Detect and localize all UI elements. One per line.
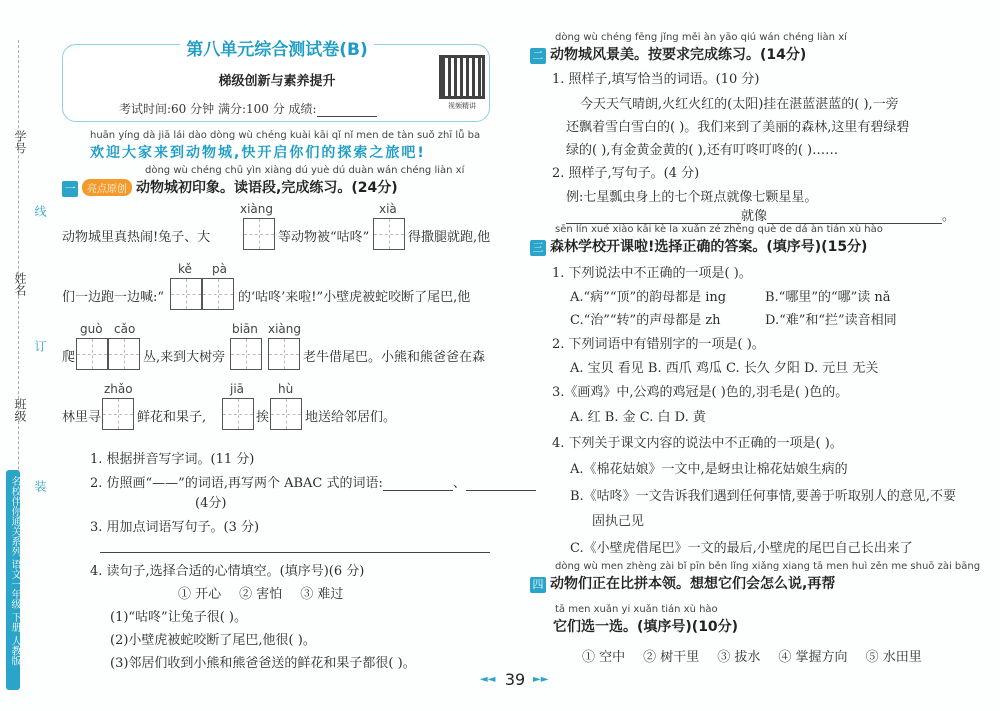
sec1-q4-s1: (1)“咕咚”让兔子很( )。: [110, 610, 247, 625]
sec3-q1-d[interactable]: D.“难”和“拦”读音相同: [765, 313, 897, 328]
sec1-q3: 3. 用加点词语写句子。(3 分): [90, 520, 260, 535]
sec1-line1b: 等动物被“咕咚”: [278, 230, 370, 245]
sec1-q4-options: ① 开心 ② 害怕 ③ 难过: [178, 587, 344, 602]
py-guo: guò: [80, 322, 103, 336]
sec4-options: ① 空中 ② 树干里 ③ 拔水 ④ 掌握方向 ⑤ 水田里: [582, 650, 922, 665]
py-zhao: zhǎo: [104, 382, 133, 396]
series-sidebar: [6, 470, 20, 690]
sec2-p3: 绿的( ),有金黄金黄的( ),还有叮咚叮咚的( )……: [566, 143, 839, 158]
sec3-q4: 4. 下列关于课文内容的说法中不正确的一项是( )。: [552, 436, 843, 451]
answer-line[interactable]: [100, 552, 490, 553]
next-page-icon[interactable]: ►►: [533, 674, 549, 685]
prev-page-icon[interactable]: ◄◄: [480, 674, 496, 685]
page-title: 第八单元综合测试卷(B): [63, 35, 491, 60]
binding-mark-order: 订: [33, 340, 47, 352]
writing-box[interactable]: [373, 218, 405, 250]
py-xiang2: xiàng: [268, 322, 302, 336]
writing-box[interactable]: [222, 398, 254, 430]
sec2-q1: 1. 照样子,填写恰当的词语。(10 分): [552, 72, 760, 87]
sec3-pinyin: sēn lín xué xiào kāi kè la xuǎn zé zhèng què de dá àn tián xù hào: [555, 224, 883, 235]
qr-caption: 视频精讲: [448, 102, 476, 110]
sec3-q4-b2: 固执己见: [592, 514, 645, 529]
writing-box[interactable]: [108, 338, 140, 370]
writing-box[interactable]: [202, 278, 234, 310]
sec1-line3a: 爬: [62, 350, 76, 365]
student-number-label: 学号: [13, 130, 27, 154]
writing-box[interactable]: [268, 338, 300, 370]
py-hu: hù: [278, 382, 294, 396]
sec3-q2-options[interactable]: A. 宝贝 看见 B. 西爪 鸡瓜 C. 长久 夕阳 D. 元旦 无关: [570, 361, 879, 376]
sec2-answer[interactable]: 就像 。: [566, 205, 955, 224]
sec3-q3-options[interactable]: A. 红 B. 金 C. 白 D. 黄: [570, 410, 706, 425]
sec1-q2-score: (4分): [195, 496, 227, 511]
exam-meta: 考试时间:60 分钟 满分:100 分 成绩:: [119, 100, 377, 117]
py-bian: biān: [232, 322, 258, 336]
sec1-line2a: 们一边跑一边喊:“: [62, 290, 165, 305]
writing-box[interactable]: [270, 398, 302, 430]
sec1-line4b: 鲜花和果子,: [137, 410, 207, 425]
sec3-heading: 三 森林学校开课啦!选择正确的答案。(填序号)(15分): [530, 236, 867, 256]
sec3-q4-c[interactable]: C.《小壁虎借尾巴》一文的最后,小壁虎的尾巴自己长出来了: [570, 541, 913, 556]
sec1-number: 一: [62, 181, 78, 197]
sec1-q4-s3: (3)邻居们收到小熊和熊爸爸送的鲜花和果子都很( )。: [110, 656, 416, 671]
binding-mark-line: 线: [33, 205, 47, 217]
sec2-pinyin: dòng wù chéng fēng jǐng měi àn yāo qiú wán chéng liàn xí: [555, 32, 847, 43]
sec1-tag: 亮点原创: [82, 179, 132, 196]
sec1-q4: 4. 读句子,选择合适的心情填空。(填序号)(6 分): [90, 564, 365, 579]
qr-code-icon[interactable]: [439, 55, 485, 99]
sec2-q2: 2. 照样子,写句子。(4 分): [552, 166, 700, 181]
sec2-example: 例:七星瓢虫身上的七个斑点就像七颗星星。: [566, 190, 818, 205]
sec4-heading: 四 动物们正在比拼本领。想想它们会怎么说,再帮: [530, 573, 835, 593]
page-number: 39: [504, 670, 526, 689]
py-xiang: xiàng: [240, 202, 274, 216]
sec3-q1-a[interactable]: A.“病”“顶”的韵母都是 ing: [570, 290, 727, 305]
py-xia: xià: [379, 202, 397, 216]
intro-text: 欢迎大家来到动物城,快开启你们的探索之旅吧!: [90, 145, 426, 161]
sec1-line4c: 挨: [256, 410, 270, 425]
exam-header: [62, 40, 490, 122]
py-cao: cǎo: [114, 322, 136, 336]
name-label: 姓名: [13, 272, 27, 296]
sec1-q2: 2. 仿照画“——”的词语,再写两个 ABAC 式的词语: 、: [90, 472, 536, 491]
sec3-q1-b[interactable]: B.“哪里”的“哪”读 nǎ: [765, 290, 891, 305]
sec1-line3b: 丛,来到大树旁: [143, 350, 226, 365]
sec4-pinyin1: dòng wù men zhèng zài bǐ pīn běn lǐng xiǎng xiang tā men huì zěn me shuō zài bāng: [555, 561, 981, 572]
sec1-pinyin: dòng wù chéng chū yìn xiàng dú yuè dú duàn wán chéng liàn xí: [145, 165, 465, 176]
sec1-q1: 1. 根据拼音写字词。(11 分): [90, 452, 255, 467]
sec1-line1a: 动物城里真热闹!兔子、大: [62, 230, 211, 245]
py-pa: pà: [212, 262, 227, 276]
writing-box[interactable]: [76, 338, 108, 370]
sec3-q1: 1. 下列说法中不正确的一项是( )。: [552, 266, 752, 281]
sec3-q2: 2. 下列词语中有错别字的一项是( )。: [552, 337, 765, 352]
sec3-q1-c[interactable]: C.“治”“转”的声母都是 zh: [570, 313, 721, 328]
writing-box[interactable]: [243, 218, 275, 250]
class-label: 班级: [13, 398, 27, 422]
py-ke: kě: [178, 262, 192, 276]
sec3-q4-b1[interactable]: B.《咕咚》一文告诉我们遇到任何事情,要善于听取别人的意见,不要: [570, 489, 956, 504]
sec1-heading: 一 亮点原创 动物城初印象。读语段,完成练习。(24分): [62, 177, 398, 197]
sec2-heading: 二 动物城风景美。按要求完成练习。(14分): [530, 44, 806, 64]
writing-box[interactable]: [230, 338, 262, 370]
series-sidebar-text: 名校伴你通关系列 语文一年级 下册 人教版: [9, 476, 20, 666]
sec2-p1: 今天天气晴朗,火红火红的(太阳)挂在湛蓝湛蓝的( ),一旁: [580, 97, 899, 112]
binding-mark-bind: 装: [33, 480, 47, 492]
sec1-line4a: 林里寻: [62, 410, 102, 425]
py-jia: jiā: [230, 382, 245, 396]
page-subtitle: 梯级创新与素养提升: [218, 74, 336, 89]
sec1-line4d: 地送给邻居们。: [305, 410, 397, 425]
writing-box[interactable]: [102, 398, 134, 430]
sec1-line1c: 得撒腿就跑,他: [408, 230, 491, 245]
sec2-p2: 还飘着雪白雪白的( )。我们来到了美丽的森林,这里有碧绿碧: [566, 120, 910, 135]
sec4-heading2: 它们选一选。(填序号)(10分): [553, 619, 739, 635]
sec4-pinyin2: tā men xuǎn yi xuǎn tián xù hào: [555, 604, 718, 615]
writing-box[interactable]: [170, 278, 202, 310]
sec3-q3: 3.《画鸡》中,公鸡的鸡冠是( )色的,羽毛是( )色的。: [552, 385, 849, 400]
sec3-q4-a[interactable]: A.《棉花姑娘》一文中,是蚜虫让棉花姑娘生病的: [570, 462, 848, 477]
sec1-line2b: 的‘咕咚’来啦!”小壁虎被蛇咬断了尾巴,他: [238, 290, 471, 305]
sec1-q4-s2: (2)小壁虎被蛇咬断了尾巴,他很( )。: [110, 633, 316, 648]
intro-pinyin: huān yíng dà jiā lái dào dòng wù chéng kuài kāi qǐ nǐ men de tàn suǒ zhī lǚ ba: [90, 130, 481, 141]
sec1-line3c: 老牛借尾巴。小熊和熊爸爸在森: [303, 350, 486, 365]
